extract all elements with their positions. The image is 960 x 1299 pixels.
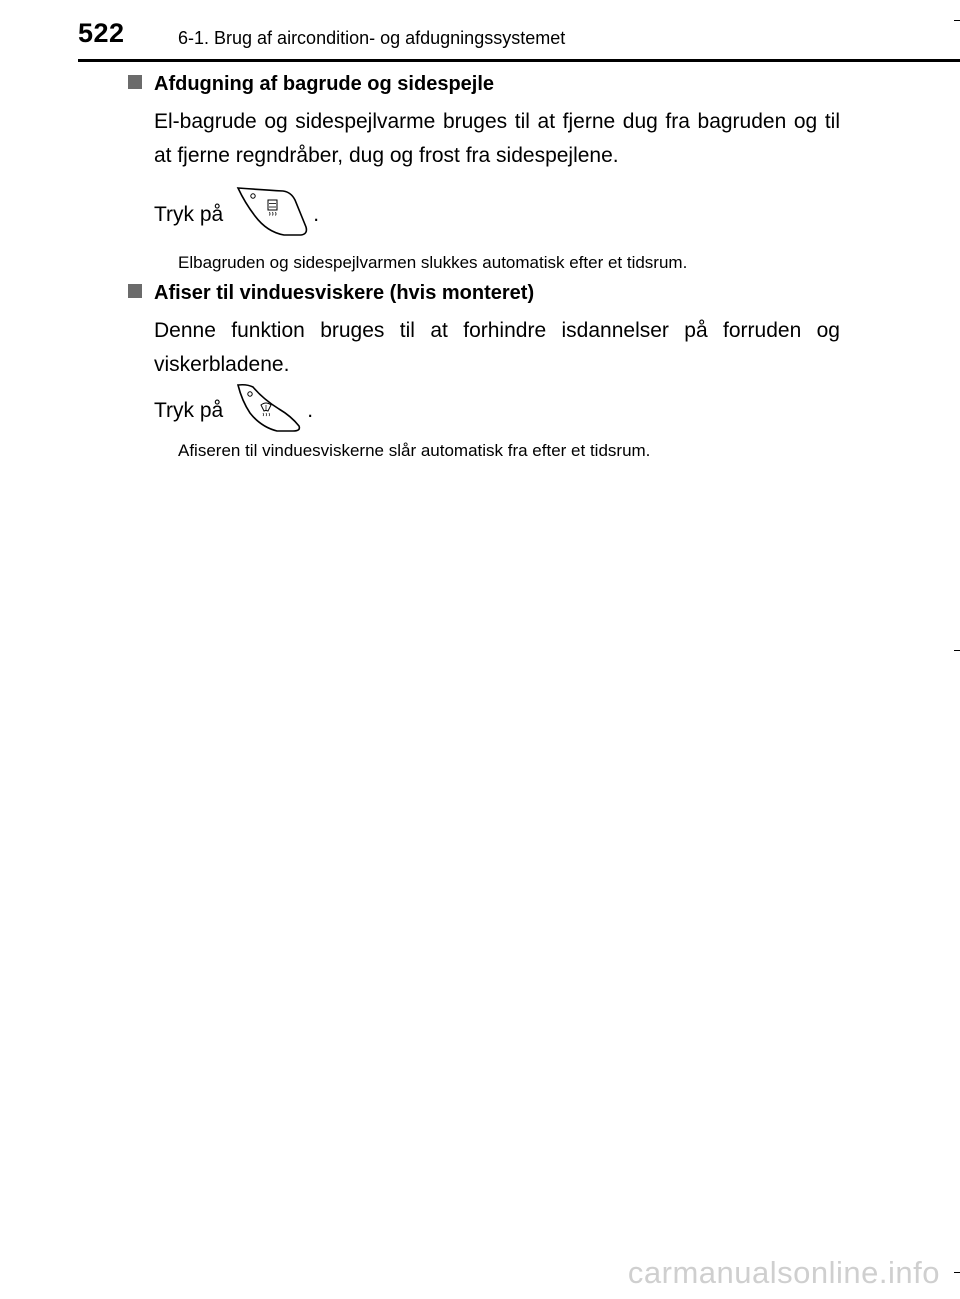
press-prefix: Tryk på xyxy=(154,203,224,226)
press-suffix: . xyxy=(313,203,320,226)
running-header: 6-1. Brug af aircondition- og afdugningssystemet xyxy=(178,28,566,48)
section-body-deicer: Denne funktion bruges til at forhindre isdannelser på forruden og viskerbladene. xyxy=(154,319,840,376)
section-title-text: Afdugning af bagrude og sidespejle xyxy=(154,73,495,95)
section-title-text: Afiser til vinduesviskere (hvis monteret) xyxy=(154,282,535,304)
page-number: 522 xyxy=(78,18,125,48)
section-note-defogger: Elbagruden og sidespejlvarmen slukkes automatisk efter et tidsrum. xyxy=(178,253,688,272)
press-prefix: Tryk på xyxy=(154,399,224,422)
press-suffix: . xyxy=(307,399,314,422)
crop-mark-bottom xyxy=(954,1272,960,1273)
section-body-defogger: El-bagrude og sidespejlvarme bruges til at fjerne dug fra bagruden og til at fjerne regndråber, dug og frost fra sidespejlene. xyxy=(154,110,840,167)
section-title-deicer xyxy=(128,282,534,305)
header-rule xyxy=(78,59,960,62)
watermark: carmanualsonline.info xyxy=(627,1255,940,1290)
crop-mark-middle xyxy=(954,650,960,651)
wiper-deicer-button-icon[interactable] xyxy=(235,383,305,439)
press-instruction-defogger xyxy=(154,186,319,244)
crop-mark-top xyxy=(954,20,960,21)
section-note-deicer: Afiseren til vinduesviskerne slår automatisk fra efter et tidsrum. xyxy=(178,441,651,460)
section-title-defogger xyxy=(128,73,494,96)
section-bullet-square xyxy=(128,75,142,89)
section-bullet-square xyxy=(128,284,142,298)
rear-defogger-button-icon[interactable] xyxy=(235,186,311,244)
press-instruction-deicer xyxy=(154,383,313,439)
